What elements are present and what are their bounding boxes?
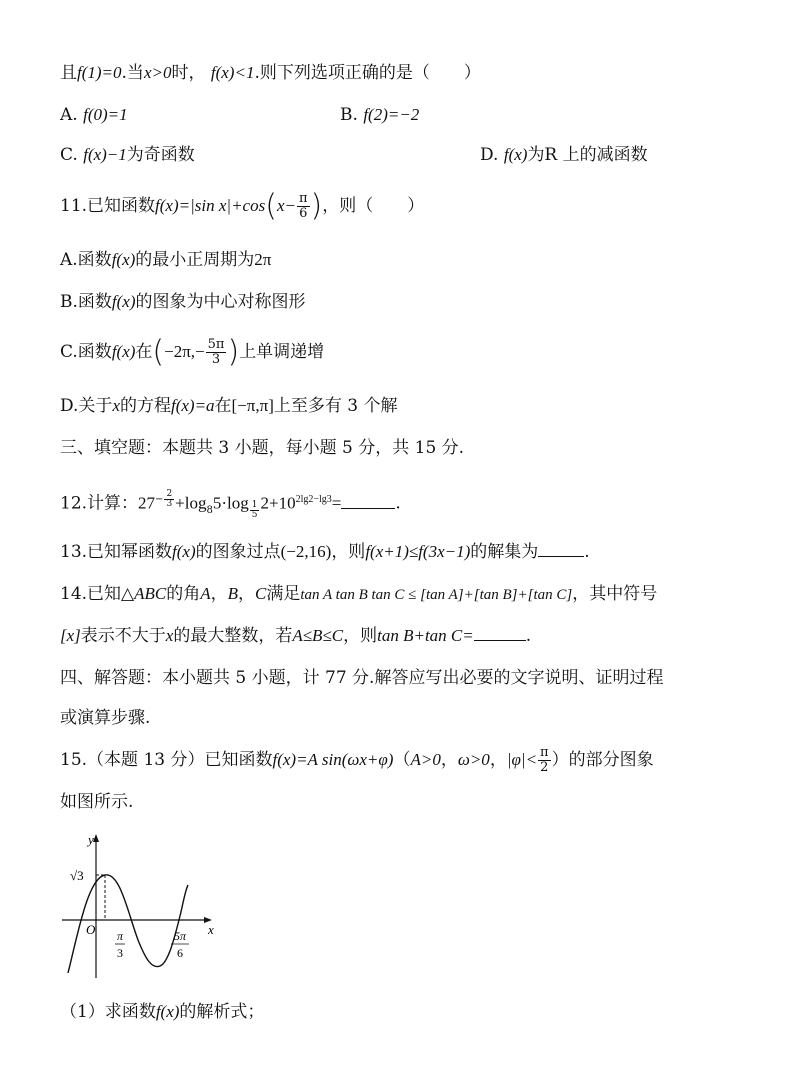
math: ω>0 [457, 750, 490, 769]
denominator: 3 [211, 352, 221, 367]
fraction [206, 338, 227, 367]
answer-blank[interactable] [341, 492, 395, 509]
text: ）的部分图象 [551, 750, 654, 770]
q11-option-c [60, 334, 325, 370]
y-tick-label: √3 [70, 868, 84, 883]
answer-blank[interactable] [538, 540, 584, 557]
text: 时， [171, 63, 206, 83]
q11-option-d [60, 394, 398, 418]
numerator: 1 [251, 500, 258, 511]
math: |φ|< [506, 750, 538, 769]
text: D.关于 [60, 396, 113, 416]
text: ， [210, 584, 228, 604]
math: = [331, 493, 342, 513]
fraction [164, 490, 174, 509]
math: tan A tan B tan C ≤ [tan A]+[tan B]+[tan C] [300, 587, 573, 603]
denominator: 5 [251, 510, 258, 521]
math: x− [276, 196, 296, 215]
math: A [200, 584, 211, 603]
x-tick-1-numerator: π [116, 929, 124, 943]
denominator: 6 [299, 206, 308, 221]
origin-label: O [86, 922, 96, 937]
text: （ [393, 750, 411, 770]
math: − [155, 494, 164, 505]
exponent [155, 489, 175, 509]
math: [−π,π] [231, 396, 274, 415]
text: ， [440, 750, 458, 770]
sine-graph-figure [58, 828, 218, 978]
text: 为奇函数 [126, 145, 195, 165]
text: 的解析式； [179, 1002, 265, 1022]
log-base: 8 [206, 505, 213, 517]
math: △ABC [121, 584, 167, 603]
q10-option-c [60, 143, 195, 167]
math: f(x)=a [170, 396, 215, 415]
text: ， [238, 584, 256, 604]
q11-stem [60, 188, 425, 224]
math: x>0 [143, 63, 172, 82]
text: 的图象为中心对称图形 [135, 292, 306, 312]
text: . [584, 542, 590, 562]
numerator: π [540, 745, 549, 760]
math: [x] [60, 626, 81, 645]
numerator: π [298, 191, 308, 206]
math: x [112, 396, 120, 415]
text: ，则 [343, 626, 378, 646]
text: C.函数 [60, 342, 112, 362]
text: 在 [135, 342, 153, 362]
fraction [297, 192, 310, 221]
math: f(x) [503, 145, 528, 164]
log-base [249, 500, 261, 521]
section-3-title: 三、填空题：本题共 3 小题，每小题 5 分，共 15 分. [60, 438, 465, 458]
math: B [227, 584, 239, 603]
numerator: 5π [207, 337, 225, 352]
text: 上至多有 3 个解 [273, 396, 398, 416]
math: 5·log [212, 493, 249, 513]
exponent: 2lg2−lg3 [295, 494, 332, 505]
text: 为R 上的减函数 [527, 145, 648, 165]
text: .则下列选项正确的是（ ） [254, 63, 481, 83]
q10-option-d [480, 143, 648, 167]
q15-line-2: 如图所示. [60, 792, 134, 812]
math: f(2)=−2 [363, 105, 420, 124]
math: +log [175, 493, 207, 513]
answer-blank[interactable] [474, 624, 526, 641]
q15-sub1 [60, 1000, 264, 1024]
text: 的最小正周期为 [135, 250, 255, 270]
q14-line-2 [60, 624, 531, 648]
fraction [538, 746, 551, 775]
q15-line-1 [60, 746, 654, 775]
math: x [165, 626, 174, 645]
text: 在 [214, 396, 232, 416]
text: ，则（ ） [322, 196, 425, 216]
math: (−2,16) [280, 542, 332, 561]
text: 的最大整数，若 [173, 626, 293, 646]
text: . [395, 493, 401, 514]
math: 2+10 [260, 493, 296, 513]
q10-stem-tail [60, 61, 481, 85]
text: 的解集为 [470, 542, 539, 562]
text: 的方程 [119, 396, 171, 416]
right-paren: ) [310, 188, 323, 224]
option-label: C. [60, 145, 78, 165]
q12 [60, 488, 401, 523]
option-label: D. [480, 145, 499, 165]
math: f(x) [172, 542, 196, 561]
math: f(0)=1 [83, 105, 128, 124]
x-tick-2-numerator: 5π [173, 929, 187, 943]
option-label: A. [60, 105, 78, 125]
text: 12.计算： [60, 493, 139, 514]
text: ， [489, 750, 507, 770]
math: f(x)=|sin x|+cos [155, 196, 266, 215]
math: 2π [254, 250, 272, 269]
x-tick-2-denominator: 6 [177, 946, 183, 960]
denominator: 3 [166, 499, 173, 509]
right-paren: ) [227, 334, 240, 370]
q11-option-a [60, 248, 271, 272]
math: C [255, 584, 267, 603]
q11-option-b [60, 290, 306, 314]
math: f(x)=A sin(ωx+φ) [272, 750, 394, 769]
math: 27 [138, 493, 156, 513]
q14-line-1 [60, 582, 657, 607]
math: A≤B≤C [292, 626, 344, 645]
y-axis-label: y [88, 832, 94, 847]
text: 13.已知幂函数 [60, 542, 173, 562]
math: f(x) [111, 342, 136, 361]
math: f(x)−1 [83, 145, 127, 164]
math: f(1)=0 [77, 63, 122, 82]
math: f(x) [111, 292, 136, 311]
text: ，其中符号 [572, 584, 658, 604]
text: ，则 [331, 542, 366, 562]
text: 11.已知函数 [60, 196, 156, 216]
text: （1）求函数 [60, 1002, 156, 1022]
fraction [250, 501, 260, 520]
text: A.函数 [60, 250, 112, 270]
text: 14.已知 [60, 584, 122, 604]
text: 表示不大于 [80, 626, 166, 646]
math: f(x) [155, 1002, 180, 1021]
text: . [525, 626, 532, 646]
math: tan B+tan C= [377, 626, 474, 645]
math: A>0 [410, 750, 441, 769]
math: −2π,− [164, 342, 205, 361]
section-4-line-2: 或演算步骤. [60, 708, 151, 728]
text: .当 [121, 63, 144, 83]
x-tick-1-denominator: 3 [117, 946, 123, 960]
text: 上单调递增 [239, 342, 325, 362]
section-4-line-1: 四、解答题：本小题共 5 小题，计 77 分.解答应写出必要的文字说明、证明过程 [60, 668, 664, 688]
text: 的图象过点 [195, 542, 281, 562]
math: f(x)<1 [210, 63, 255, 82]
left-paren: ( [152, 334, 165, 370]
option-label: B. [340, 105, 358, 125]
text: 且 [60, 63, 77, 83]
math: f(x+1)≤f(3x−1) [365, 542, 471, 561]
math: f(x) [111, 250, 136, 269]
text: 15.（本题 13 分）已知函数 [60, 750, 273, 770]
numerator: 2 [166, 489, 173, 499]
text: 满足 [266, 584, 301, 604]
y-axis-arrow [93, 834, 99, 842]
x-axis-label: x [208, 922, 214, 937]
q13 [60, 540, 590, 564]
q10-option-a [60, 103, 128, 127]
text: 的角 [166, 584, 201, 604]
q10-option-b [340, 103, 419, 127]
denominator: 2 [540, 760, 549, 775]
text: B.函数 [60, 292, 112, 312]
left-paren: ( [265, 188, 277, 224]
